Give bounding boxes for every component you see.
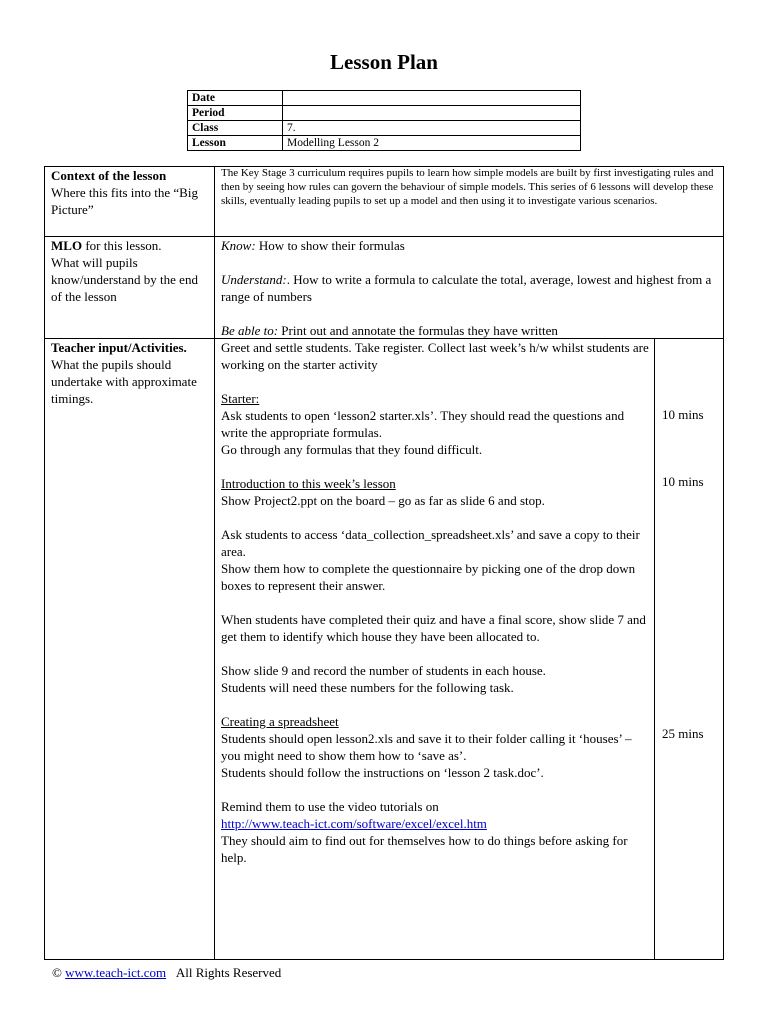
starter-heading: Starter: — [221, 391, 260, 406]
able-line — [221, 322, 717, 339]
copyright-icon: © — [52, 965, 62, 980]
context-text: The Key Stage 3 curriculum requires pupils to learn how simple models are built by first investigating rules and then by seeing how rules can govern the behaviour of simple models. This series of 6 lessons will develop these skills, eventually leading pupils to set up a model and then using it to investigate various scenarios. — [221, 167, 714, 207]
teacher-heading: Teacher input/Activities. — [51, 340, 187, 355]
info-row-date — [188, 91, 581, 106]
lesson-label: Lesson — [188, 136, 283, 151]
slide9-text-2: Students will need these numbers for the following task. — [221, 680, 514, 695]
time-creating: 25 mins — [662, 726, 704, 741]
access-text: Ask students to access ‘data_collection_spreadsheet.xls’ and save a copy to their area. — [221, 527, 640, 559]
mlo-subheading: What will pupils know/understand by the end of the lesson — [51, 255, 198, 304]
show-text: Show them how to complete the questionnaire by picking one of the drop down boxes to represent their answer. — [221, 561, 636, 593]
mlo-content — [221, 237, 717, 339]
able-text: Print out and annotate the formulas they have written — [278, 323, 558, 338]
know-line — [221, 237, 717, 254]
info-row-lesson — [188, 136, 581, 151]
video-tutorials-link[interactable]: http://www.teach-ict.com/software/excel/excel.htm — [221, 816, 487, 831]
activities-content — [221, 339, 649, 866]
creating-text-2: Students should follow the instructions on ‘lesson 2 task.doc’. — [221, 765, 544, 780]
understand-text: . How to write a formula to calculate the total, average, lowest and highest from a range of numbers — [221, 272, 712, 304]
aim-text: They should aim to find out for themselves how to do things before asking for help. — [221, 833, 628, 865]
date-label: Date — [188, 91, 283, 106]
period-value — [283, 106, 581, 121]
column-divider — [214, 166, 215, 960]
know-text: How to show their formulas — [255, 238, 405, 253]
period-label: Period — [188, 106, 283, 121]
starter-text-2: Go through any formulas that they found difficult. — [221, 442, 483, 457]
class-label: Class — [188, 121, 283, 136]
timing-column-divider — [654, 338, 655, 960]
able-label: Be able to: — [221, 323, 279, 338]
page-title: Lesson Plan — [330, 50, 438, 74]
mlo-heading-rest: for this lesson. — [82, 238, 162, 253]
slide9-text: Show slide 9 and record the number of students in each house. — [221, 663, 546, 678]
quiz-text: When students have completed their quiz and have a final score, show slide 7 and get them to identify which house they have been allocated to. — [221, 612, 646, 644]
lesson-value: Modelling Lesson 2 — [283, 136, 581, 151]
mlo-heading: MLO — [51, 238, 83, 253]
teacher-label-cell — [51, 339, 209, 407]
context-heading: Context of the lesson — [51, 168, 167, 183]
class-value: 7. — [283, 121, 581, 136]
remind-text: Remind them to use the video tutorials on — [221, 799, 439, 814]
info-row-class — [188, 121, 581, 136]
info-row-period — [188, 106, 581, 121]
mlo-label-cell — [51, 237, 209, 305]
understand-line — [221, 271, 717, 305]
time-intro: 10 mins — [662, 474, 704, 489]
context-subheading: Where this fits into the “Big Picture” — [51, 185, 198, 217]
creating-heading: Creating a spreadsheet — [221, 714, 339, 729]
intro-heading: Introduction to this week’s lesson — [221, 476, 396, 491]
creating-text: Students should open lesson2.xls and save it to their folder calling it ‘houses’ – you might need to show them how to ‘save as’. — [221, 731, 632, 763]
date-value — [283, 91, 581, 106]
time-starter: 10 mins — [662, 407, 704, 422]
footer — [52, 964, 281, 981]
intro-text: Show Project2.ppt on the board – go as far as slide 6 and stop. — [221, 493, 545, 508]
teacher-subheading: What the pupils should undertake with approximate timings. — [51, 357, 197, 406]
lesson-info-table — [187, 90, 581, 151]
understand-label: Understand: — [221, 272, 287, 287]
footer-link[interactable]: www.teach-ict.com — [65, 965, 167, 980]
starter-text: Ask students to open ‘lesson2 starter.xls’. They should read the questions and write the appropriate formulas. — [221, 408, 625, 440]
greet-text: Greet and settle students. Take register. Collect last week’s h/w whilst students are working on the starter activity — [221, 340, 649, 372]
know-label: Know: — [221, 238, 256, 253]
rights-text: All Rights Reserved — [175, 965, 282, 980]
context-label-cell — [51, 167, 209, 218]
